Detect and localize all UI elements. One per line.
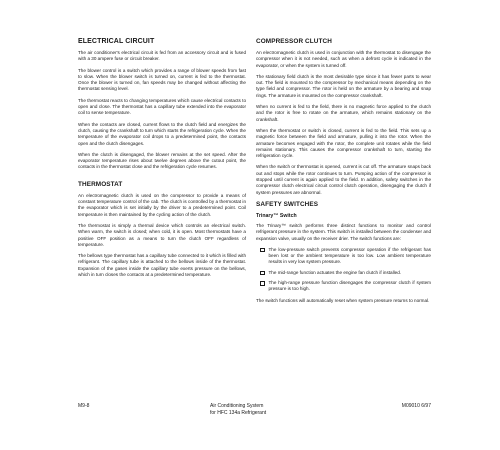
trinary-function-item — [260, 270, 431, 276]
document-code: M09010 6/97 — [401, 403, 431, 409]
checkbox-icon — [260, 248, 265, 253]
compressor-paragraph: When no current is fed to the field, there is no magnetic force applied to the clutch and the rotor is free to rotate on the armature, which remains stationary on the crankshaft. — [256, 104, 431, 122]
page-number: M9-8 — [78, 403, 90, 409]
checkbox-icon — [260, 271, 265, 276]
trinary-function-list — [256, 247, 431, 293]
electrical-paragraph: The blower control is a switch which provides a range of blower speeds from fast to slow. When the blower switch is turned on, current is fed to the thermostat. Once the blower is turned on, fan speeds may be changed without affecting the thermostat sensing level. — [78, 67, 246, 92]
trinary-switch-subheading: Trinary™ Switch — [256, 212, 297, 219]
thermostat-paragraph: An electromagnetic clutch is used on the compressor to provide a means of constant temperature control of the cab. The clutch is controlled by a thermostat in the evaporator which is set initially by the driver to a predetermined point. Coil temperature is then maintained by the cycling action of the clutch. — [78, 192, 246, 217]
footer-title — [210, 403, 266, 416]
electrical-paragraph: The air conditioner's electrical circuit is fed from an accessory circuit and is fused with a 30 ampere fuse or circuit breaker. — [78, 50, 246, 62]
trinary-function-text: The mid-range function actuates the engine fan clutch if installed. — [268, 269, 402, 275]
electrical-circuit-heading: ELECTRICAL CIRCUIT — [78, 38, 155, 45]
compressor-paragraph: When the thermostat or switch is closed, current is fed to the field. This sets up a magnetic force between the field and armature, pulling it into the rotor. When the armature becomes engaged with the rotor, the complete unit rotates while the field remains stationary. This causes the compressor crankshaft to turn, starting the refrigeration cycle. — [256, 127, 431, 159]
trinary-function-text: The low-pressure switch prevents compressor operation if the refrigerant has been lost or the ambient temperature is too low. Low ambient temperature results in very low system pressure. — [268, 246, 431, 265]
compressor-paragraph: An electromagnetic clutch is used in conjunction with the thermostat to disengage the compressor when it is not needed, such as when a defrost cycle is indicated in the evaporator, or when the system is turned off. — [256, 50, 431, 68]
compressor-paragraph: The stationary field clutch is the most desirable type since it has fewer parts to wear out. The field is mounted to the compressor by mechanical means depending on the type field and compressor. The rotor is held on the armature by a bearing and snap rings. The armature is mounted on the compressor crankshaft. — [256, 73, 431, 98]
electrical-paragraph: When the contacts are closed, current flows to the clutch field and energizes the clutch, causing the crankshaft to turn which starts the refrigeration cycle. When the temperature of the evaporator coil drops to a predetermined point, the contacts open and the clutch disengages. — [78, 121, 246, 146]
footer-title-line: Air Conditioning System — [210, 403, 264, 409]
trinary-intro: The Trinary™ switch performs three distinct functions to monitor and control refrigerant pressure in the system. This switch is installed between the condenser and expansion valve, usually on the receiver drier. The switch functions are: — [256, 222, 431, 241]
safety-switches-heading: SAFETY SWITCHES — [256, 200, 319, 208]
electrical-paragraph: When the clutch is disengaged, the blower remains at the set speed. After the evaporator temperature rises about twelve degrees above the cutout point, the contacts in the thermostat close and the refrigeration cycle resumes. — [78, 151, 246, 170]
thermostat-heading: THERMOSTAT — [78, 180, 123, 188]
compressor-clutch-heading: COMPRESSOR CLUTCH — [256, 38, 332, 45]
trinary-function-item — [260, 280, 431, 293]
thermostat-paragraph: The thermostat is simply a thermal device which controls an electrical switch. When warm, the switch is closed; when cold, it is open. Most thermostats have a positive OFF position as a means to turn the clutch OFF regardless of temperature. — [78, 222, 246, 247]
footer-title-line: for HFC 134a Refrigerant — [210, 409, 267, 416]
compressor-paragraph: When the switch or thermostat is opened, current is cut off. The armature snaps back out and stops while the rotor continues to turn. Pumping action of the compressor is stopped until current is again applied to the field. In addition, safety switches in the compressor clutch electrical circuit control clutch operation, disengaging the clutch if system pressures are abnormal. — [256, 164, 431, 195]
trinary-outro: The switch functions will automatically reset when system pressure returns to normal. — [256, 297, 430, 303]
right-column — [256, 38, 431, 309]
left-column — [78, 38, 246, 283]
trinary-function-text: The high-range pressure function disengages the compressor clutch if system pressure is too high. — [268, 280, 431, 292]
checkbox-icon — [260, 281, 265, 286]
trinary-function-item — [260, 247, 431, 266]
page-footer — [78, 403, 431, 423]
thermostat-paragraph: The bellows type thermostat has a capillary tube connected to it which is filled with refrigerant. The capillary tube is attached to the bellows inside of the thermostat. Expansion of the gases inside the capillary tube exerts pressure on the bellows, which in turn closes the contacts at a predetermined temperature. — [78, 253, 246, 278]
electrical-paragraph: The thermostat reacts to changing temperatures which cause electrical contacts to open and close. The thermostat has a capillary tube extended into the evaporator coil to sense temperature. — [78, 97, 246, 116]
